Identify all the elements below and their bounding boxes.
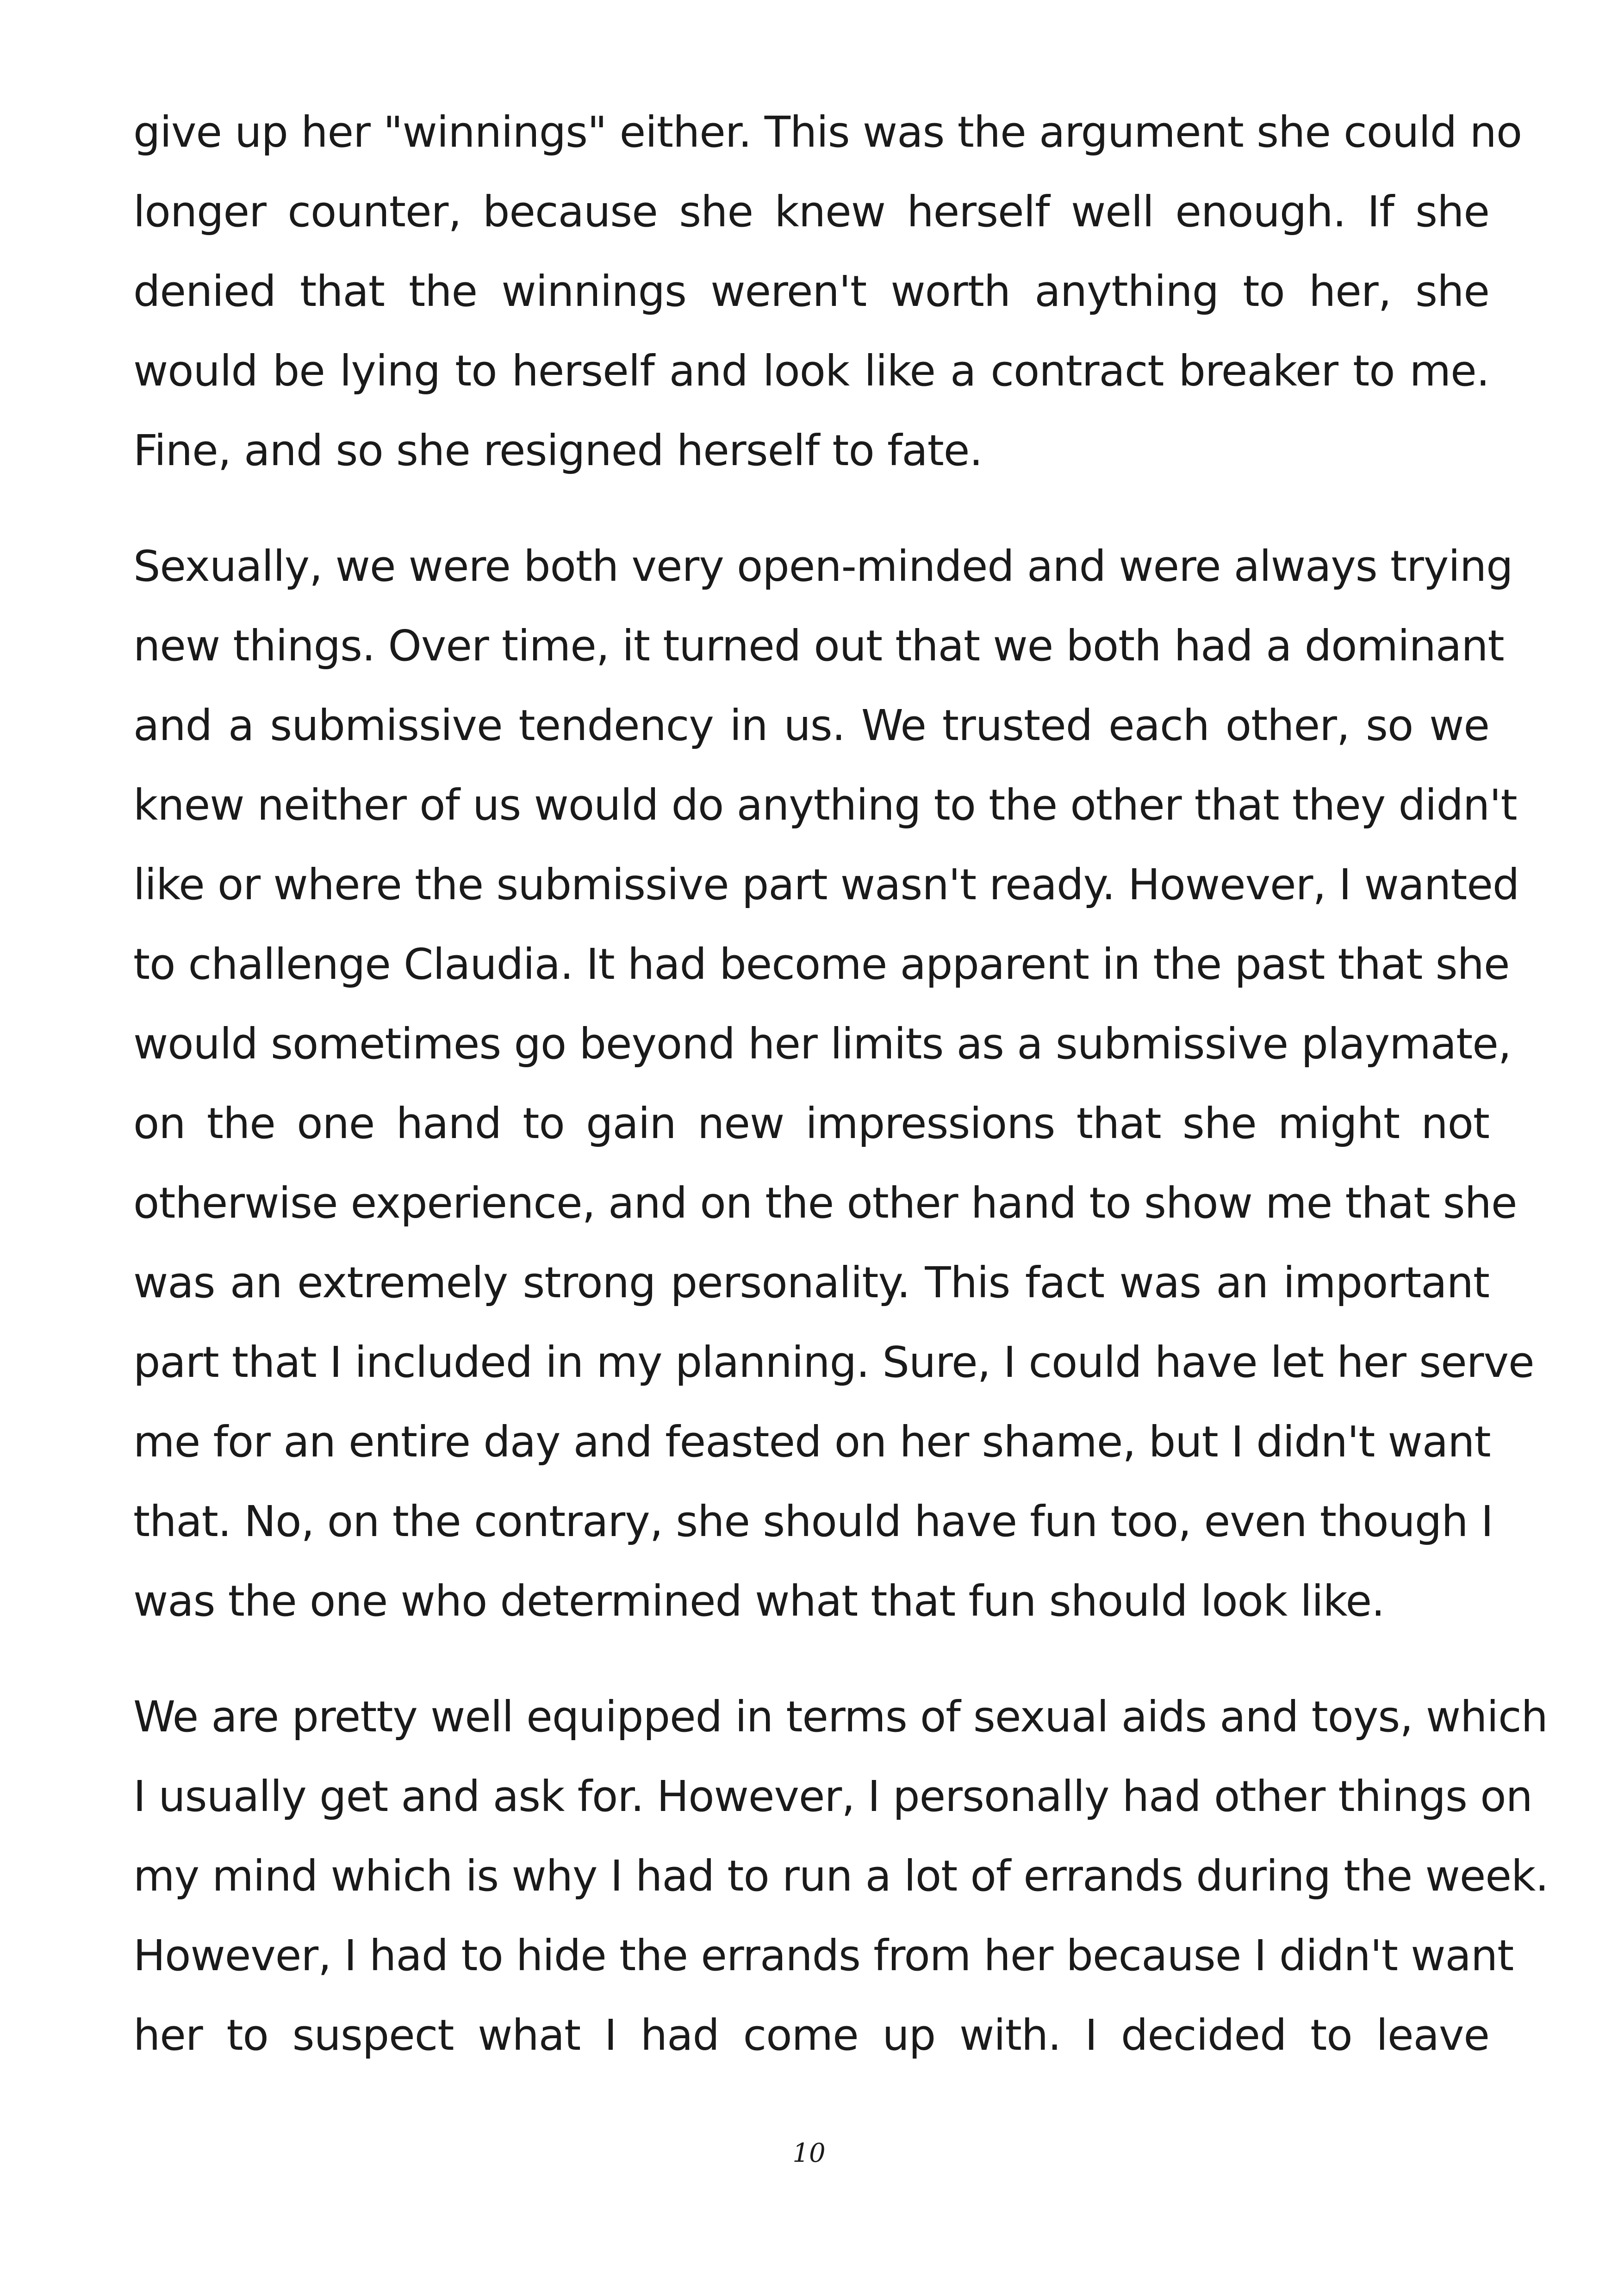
body-text	[133, 93, 1549, 2075]
text-line: otherwise experience, and on the other hand to show me that she	[133, 1178, 1517, 1228]
text-line: We are pretty well equipped in terms of sexual aids and toys, which	[133, 1692, 1548, 1742]
text-line: Sexually, we were both very open-minded and were always trying	[133, 541, 1513, 591]
text-line: would be lying to herself and look like a contract breaker to me.	[133, 346, 1489, 396]
text-line: Fine, and so she resigned herself to fate.	[133, 426, 983, 475]
paragraph-2	[133, 527, 1534, 1641]
text-line: longer counter, because she knew herself well enough. If she	[133, 187, 1489, 236]
paragraph-1	[133, 93, 1522, 491]
text-line: part that I included in my planning. Sure, I could have let her serve	[133, 1338, 1534, 1387]
text-line: and a submissive tendency in us. We trusted each other, so we	[133, 701, 1489, 750]
text-line: like or where the submissive part wasn't ready. However, I wanted	[133, 860, 1519, 909]
text-line: me for an entire day and feasted on her shame, but I didn't want	[133, 1417, 1491, 1467]
text-line: her to suspect what I had come up with. I decided to leave	[133, 2010, 1489, 2060]
text-line: on the one hand to gain new impressions that she might not	[133, 1099, 1489, 1148]
paragraph-spacer	[133, 1641, 1489, 1677]
text-line: I usually get and ask for. However, I personally had other things on	[133, 1772, 1532, 1821]
text-line: to challenge Claudia. It had become apparent in the past that she	[133, 940, 1510, 989]
paragraph-3	[133, 1677, 1549, 2075]
text-line: my mind which is why I had to run a lot of errands during the week.	[133, 1851, 1549, 1901]
paragraph-spacer	[133, 491, 1489, 527]
text-line: denied that the winnings weren't worth anything to her, she	[133, 267, 1489, 316]
text-line: would sometimes go beyond her limits as a submissive playmate,	[133, 1019, 1512, 1069]
text-line: new things. Over time, it turned out that we both had a dominant	[133, 621, 1504, 671]
text-line: knew neither of us would do anything to the other that they didn't	[133, 780, 1517, 830]
text-line: was an extremely strong personality. This fact was an important	[133, 1258, 1489, 1307]
text-line: However, I had to hide the errands from her because I didn't want	[133, 1931, 1514, 1980]
page-number: 10	[792, 2138, 826, 2168]
text-line: that. No, on the contrary, she should have fun too, even though I	[133, 1497, 1493, 1546]
text-line: was the one who determined what that fun should look like.	[133, 1576, 1385, 1626]
text-line: give up her "winnings" either. This was the argument she could no	[133, 107, 1522, 157]
